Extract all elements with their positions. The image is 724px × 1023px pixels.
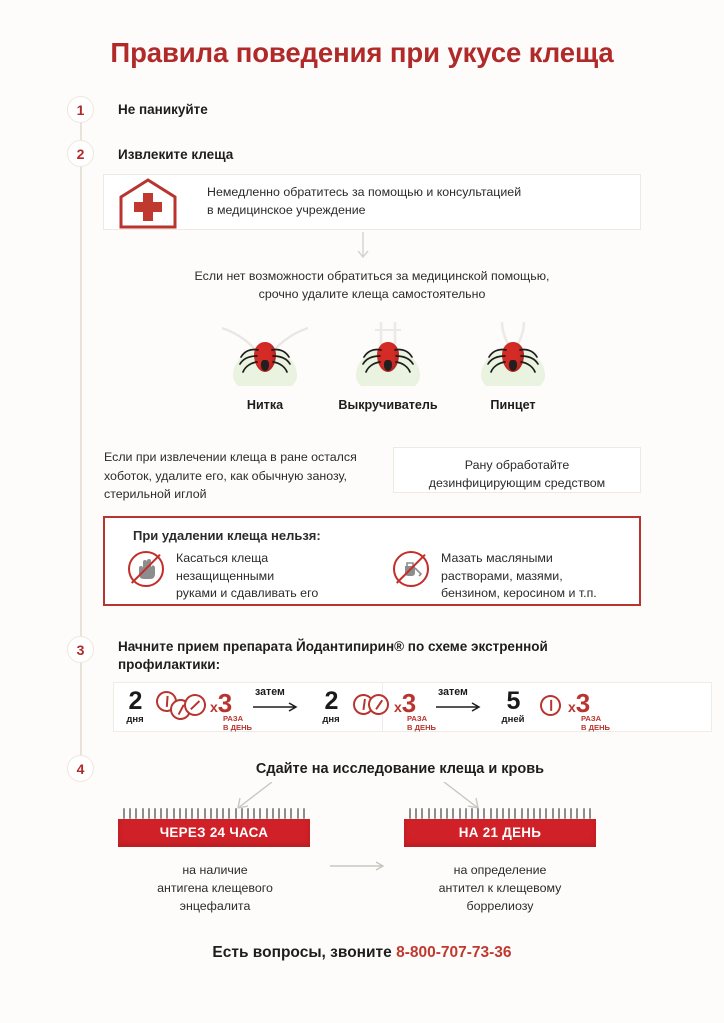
step-title-1: Не паникуйте <box>118 102 208 117</box>
test-right-line2: антител к клещевому <box>438 880 562 895</box>
connector-label-1: затем <box>255 686 285 698</box>
forbidden-item-1-line2: незащищенными <box>176 568 275 583</box>
hospital-advice-line1: Немедленно обратитесь за помощью и консультацией <box>207 185 522 199</box>
right-arrow-icon <box>436 701 486 713</box>
step-marker-2 <box>67 140 94 167</box>
dose-1-unit-line1: РАЗА <box>223 714 244 723</box>
step-title-4: Сдайте на исследование клеща и кровь <box>255 761 545 777</box>
test-left-line3: энцефалита <box>179 898 251 913</box>
tick-head <box>509 360 517 371</box>
forbidden-item-1-line1: Касаться клеща <box>176 551 269 565</box>
step-marker-3 <box>67 636 94 663</box>
test-left-line1: на наличие <box>182 863 248 877</box>
dose-3-frequency <box>568 690 610 732</box>
dose-2-days-value: 2 <box>324 687 338 715</box>
calendar-21-days <box>404 808 596 847</box>
dose-1-frequency <box>210 690 252 732</box>
removal-tool-tweezers-label: Пинцет <box>490 398 536 412</box>
proboscis-note: Если при извлечении клеща в ране остался хоботок, удалите его, как обычную занозу, стерильной иглой <box>104 450 357 502</box>
step-marker-4-label: 4 <box>76 760 85 777</box>
removal-tool-thread-label: Нитка <box>246 398 284 412</box>
forbidden-item-2-line2: растворами, мазями, <box>441 568 563 583</box>
forbidden-item-1-line3: руками и сдавливать его <box>176 586 319 601</box>
dose-1-unit-line2: В ДЕНЬ <box>223 722 253 732</box>
dose-3-times-value: 3 <box>575 688 590 718</box>
calendar-24-hours-label: ЧЕРЕЗ 24 ЧАСА <box>118 819 310 847</box>
calendar-rings <box>404 808 596 819</box>
forbidden-heading: При удалении клеща нельзя: <box>133 528 321 543</box>
self-removal-note <box>112 268 632 304</box>
no-oil-icon <box>393 551 429 587</box>
test-left-description <box>110 862 320 916</box>
footer-phone[interactable]: 8-800-707-73-36 <box>396 944 512 961</box>
step-marker-1-label: 1 <box>76 101 85 118</box>
self-removal-line1: Если нет возможности обратиться за медицинской помощью, <box>194 269 550 283</box>
step-marker-4 <box>67 755 94 782</box>
page-title: Правила поведения при укусе клеща <box>110 37 614 68</box>
dose-2-times-x: x <box>394 699 402 715</box>
disinfect-text <box>397 457 637 493</box>
dose-3-days-unit: дней <box>501 714 525 725</box>
footer-contact <box>0 944 724 962</box>
removal-tool-twister <box>333 320 443 412</box>
forbidden-item-1-text <box>176 550 351 603</box>
middle-right-arrow-icon <box>330 860 390 872</box>
disinfect-line2: дезинфицирующим средством <box>428 475 606 490</box>
dose-1-times-x: x <box>210 699 218 715</box>
tick-head <box>384 360 392 371</box>
tick-tweezers-icon <box>458 320 568 394</box>
tick-head <box>261 360 269 371</box>
step-title-2: Извлеките клеща <box>118 147 234 162</box>
dose-3-unit-line1: РАЗА <box>581 714 602 723</box>
dose-2-days-unit: дня <box>322 714 340 725</box>
dose-3-unit-line2: В ДЕНЬ <box>581 722 611 732</box>
dose-1-days-value: 2 <box>128 687 142 715</box>
calendar-21-days-label: НА 21 ДЕНЬ <box>404 819 596 847</box>
calendar-24-hours <box>118 808 310 847</box>
hospital-advice-line2: в медицинское учреждение <box>207 202 366 217</box>
dose-2-days <box>314 689 348 725</box>
test-right-line1: на определение <box>453 863 547 877</box>
self-removal-line2: срочно удалите клеща самостоятельно <box>258 286 486 301</box>
removal-tool-tweezers <box>458 320 568 412</box>
dose-2-frequency <box>394 690 436 732</box>
step-connector-rail <box>80 112 82 770</box>
calendar-rings <box>118 808 310 819</box>
hospital-cross-icon <box>117 177 179 229</box>
dose-1-times-value: 3 <box>217 688 232 718</box>
step-marker-3-label: 3 <box>76 641 85 658</box>
forbidden-item-2-text <box>441 550 641 603</box>
disinfect-line1: Рану обработайте <box>464 458 570 472</box>
step-marker-2-label: 2 <box>76 145 85 162</box>
connector-label-2: затем <box>438 686 468 698</box>
right-arrow-icon <box>253 701 303 713</box>
dose-3-days-value: 5 <box>506 687 520 715</box>
dose-2-unit-line1: РАЗА <box>407 714 428 723</box>
test-left-line2: антигена клещевого <box>157 880 273 895</box>
removal-tool-twister-label: Выкручиватель <box>338 398 438 412</box>
dose-2-unit-line2: В ДЕНЬ <box>407 722 437 732</box>
step-marker-1 <box>67 96 94 123</box>
step-title-3: Начните прием препарата Йодантипирин® по схеме экстренной профилактики: <box>118 639 548 673</box>
footer-text: Есть вопросы, звоните <box>212 944 392 961</box>
hospital-advice-text <box>207 184 627 220</box>
removal-tool-thread <box>210 320 320 412</box>
no-bare-hand-icon <box>128 551 164 587</box>
dose-3-days <box>493 689 533 725</box>
down-arrow-icon <box>355 232 371 262</box>
test-right-line3: боррелиозу <box>466 898 534 913</box>
dose-1-days <box>118 689 152 725</box>
tick-thread-icon <box>210 320 320 394</box>
tick-twister-icon <box>333 320 443 394</box>
test-right-description <box>395 862 605 916</box>
forbidden-item-2-line1: Мазать масляными <box>441 551 553 565</box>
dose-3-times-x: x <box>568 699 576 715</box>
dose-1-days-unit: дня <box>126 714 144 725</box>
dose-2-times-value: 3 <box>401 688 416 718</box>
forbidden-item-2-line3: бензином, керосином и т.п. <box>441 586 597 601</box>
